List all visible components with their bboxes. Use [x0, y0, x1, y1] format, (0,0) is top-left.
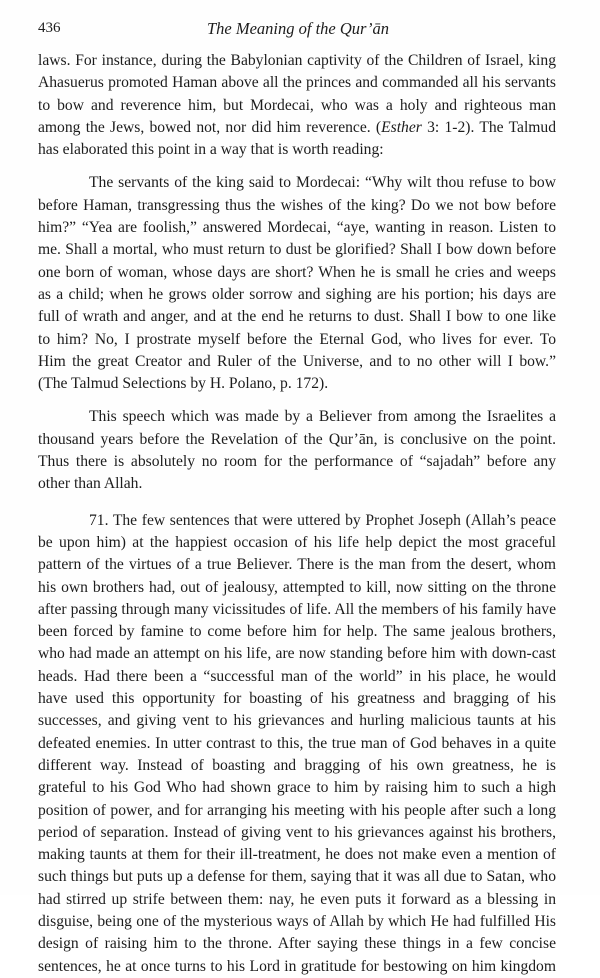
text-line: to bow and reverence him, but Mordecai, who was a holy and righteous man	[38, 96, 556, 114]
text-line: been forced by famine to come before him for help. The same jealous brothers,	[38, 623, 556, 641]
text-line: among the Jews, bowed not, nor did him reverence. (Esther 3: 1-2). The Talmud	[38, 118, 556, 136]
text-line: such things but puts up a defense for them, saying that it was all due to Satan, who	[38, 868, 556, 886]
text-line: after passing through many vicissitudes of life. All the members of his family have	[38, 600, 556, 618]
text-line: sentences, he at once turns to his Lord in gratitude for bestowing on him kingdom	[38, 957, 556, 975]
text-line: thousand years before the Revelation of the Qur’ān, is conclusive on the point.	[38, 430, 556, 448]
paragraph-intro	[38, 50, 556, 161]
text-line: before Haman, transgressing thus the wishes of the king? Do we not bow before	[38, 196, 556, 214]
text-line: position of power, and for arranging his meeting with his people after such a long	[38, 801, 556, 819]
citation-line: (The Talmud Selections by H. Polano, p. 172).	[38, 375, 329, 393]
text-line: to him? No, I prostrate myself before the Eternal God, who lives for ever. To	[38, 330, 556, 348]
text-line: pattern of the virtues of a true Believer. There is the man from the desert, whom	[38, 556, 556, 574]
text-line: grateful to his God Who had shown grace to him by raising him to such a high	[38, 779, 556, 797]
text-line: making taunts at them for their ill-treatment, he does not make even a mention of	[38, 846, 556, 864]
text-line: defeated enemies. In utter contrast to this, the true man of God behaves in a quite	[38, 734, 556, 752]
text-line: Thus there is absolutely no room for the performance of “sajadah” before any	[38, 453, 556, 471]
text-line: had stirred up strife between them: nay, he even puts it forward as a blessing in	[38, 890, 556, 908]
text-line: laws. For instance, during the Babylonian captivity of the Children of Israel, king	[38, 52, 556, 69]
text-line: full of wrath and anger, and at the end he returns to dust. Shall I bow to one like	[38, 308, 556, 326]
paragraph-talmud-quote	[38, 172, 556, 395]
text-line: The servants of the king said to Mordecai: “Why wilt thou refuse to bow	[89, 174, 556, 192]
text-line: design of raising him to the throne. After saying these things in a few concise	[38, 935, 556, 953]
text-line: me. Shall a mortal, who must return to dust be glorified? Shall I bow down before	[38, 241, 556, 259]
text-line: as a child; when he grows older sorrow and sighing are his portion; his days are	[38, 285, 556, 303]
text-line: 71. The few sentences that were uttered by Prophet Joseph (Allah’s peace	[89, 511, 556, 529]
text-line: has elaborated this point in a way that is worth reading:	[38, 141, 384, 159]
page-number: 436	[38, 20, 61, 36]
page-body	[38, 50, 556, 978]
text-line: This speech which was made by a Believer from among the Israelites a	[89, 408, 556, 426]
running-head	[38, 20, 558, 42]
text-line: have used this opportunity for boasting of his greatness and bragging of his	[38, 690, 556, 708]
running-title: The Meaning of the Qur’ān	[206, 19, 390, 38]
paragraph-conclusion	[38, 406, 556, 495]
text-line: Him the great Creator and Ruler of the Universe, and to no other will I bow.”	[38, 352, 556, 370]
text-line: Ahasuerus promoted Haman above all the princes and commanded all his servants	[38, 74, 556, 92]
text-line: successes, and giving vent to his grievances and hurling malicious taunts at his	[38, 712, 556, 730]
text-line: him?” “Yea are foolish,” answered Mordecai, “aye, wanting in reason. Listen to	[38, 219, 556, 237]
scripture-reference: Esther	[381, 118, 422, 136]
text-line: one born of woman, whose days are short? When he is small he cries and weeps	[38, 263, 556, 281]
text-line: different way. Instead of boasting and bragging of his own greatness, he is	[38, 756, 556, 774]
text-line: his own brothers had, out of jealousy, attempted to kill, now sitting on the throne	[38, 578, 556, 596]
text-line: heads. Had there been a “successful man of the world” in his place, he would	[38, 667, 556, 685]
text-line: disguise, being one of the mysterious ways of Allah by which He had fulfilled His	[38, 912, 556, 930]
text-line: other than Allah.	[38, 475, 143, 493]
paragraph-note-71	[38, 510, 556, 978]
text-line: be upon him) at the happiest occasion of his life help depict the most graceful	[38, 533, 556, 551]
text-line: who had made an attempt on his life, are now standing before him with down-cast	[38, 645, 556, 663]
text-line: period of separation. Instead of giving vent to his grievances against his brothers,	[38, 823, 556, 841]
